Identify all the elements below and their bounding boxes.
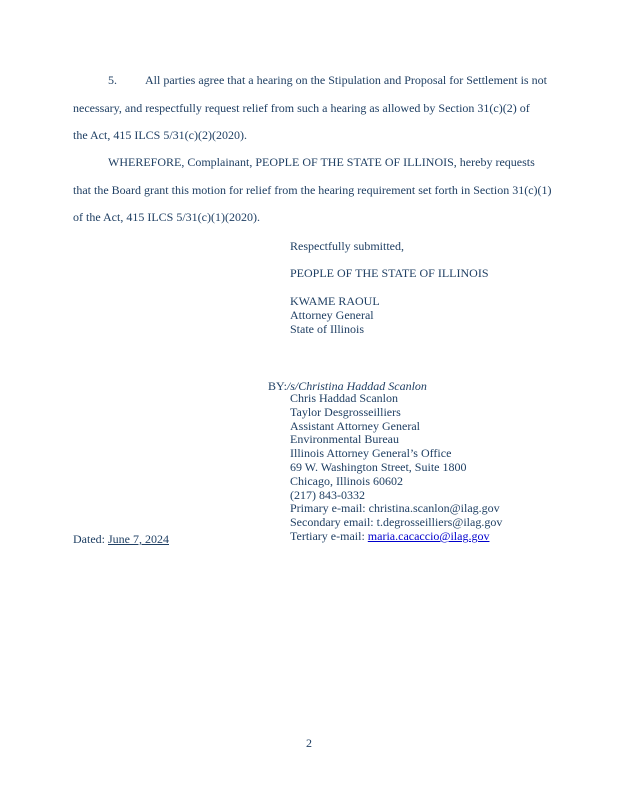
paragraph-5 [73, 67, 603, 150]
attorney-contact-block [290, 392, 502, 544]
closing: Respectfully submitted, [290, 239, 404, 253]
city-state-zip: Chicago, Illinois 60602 [290, 473, 403, 488]
wherefore-line-3: of the Act, 415 ILCS 5/31(c)(1)(2020). [73, 210, 260, 224]
attorney-name-2: Taylor Desgrosseilliers [290, 404, 401, 419]
attorney-name-1: Chris Haddad Scanlon [290, 391, 398, 405]
paragraph-number: 5. [108, 73, 117, 87]
paragraph-5-line-3: the Act, 415 ILCS 5/31(c)(2)(2020). [73, 128, 247, 142]
tertiary-email-link[interactable]: maria.cacaccio@ilag.gov [367, 528, 490, 543]
office: Illinois Attorney General’s Office [290, 446, 452, 461]
paragraph-5-text-1: All parties agree that a hearing on the Stipulation and Proposal for Settlement is not [145, 73, 547, 87]
electronic-signature: /s/Christina Haddad Scanlon [286, 379, 427, 393]
dated-label: Dated: [73, 532, 108, 546]
secondary-email: Secondary email: t.degrosseilliers@ilag.gov [290, 515, 503, 530]
tertiary-email-label: Tertiary e-mail: [290, 528, 368, 543]
tertiary-email-row [290, 530, 502, 544]
street-address: 69 W. Washington Street, Suite 1800 [290, 459, 467, 474]
wherefore-line-1: WHEREFORE, Complainant, PEOPLE OF THE STATE OF ILLINOIS, hereby requests [108, 155, 535, 169]
party-name: PEOPLE OF THE STATE OF ILLINOIS [290, 266, 489, 280]
by-label: BY: [268, 379, 287, 393]
paragraph-5-line-2: necessary, and respectfully request relief from such a hearing as allowed by Section 31(c)(2) of [73, 100, 530, 115]
paragraph-5-line-1 [73, 67, 603, 95]
attorney-general-state: State of Illinois [290, 321, 364, 336]
phone: (217) 843-0332 [290, 487, 365, 502]
bureau: Environmental Bureau [290, 432, 399, 447]
attorney-title: Assistant Attorney General [290, 418, 420, 433]
dated-date: June 7, 2024 [108, 532, 169, 546]
page-number: 2 [306, 736, 312, 750]
wherefore-line-2: that the Board grant this motion for relief from the hearing requirement set forth in Section 31(c)(1) [73, 182, 552, 197]
attorney-general-block [290, 295, 380, 336]
wherefore-paragraph [73, 149, 603, 232]
attorney-general-name: KWAME RAOUL [290, 294, 380, 308]
dated-line [73, 532, 169, 547]
primary-email: Primary e-mail: christina.scanlon@ilag.gov [290, 501, 500, 516]
attorney-general-title: Attorney General [290, 307, 374, 322]
